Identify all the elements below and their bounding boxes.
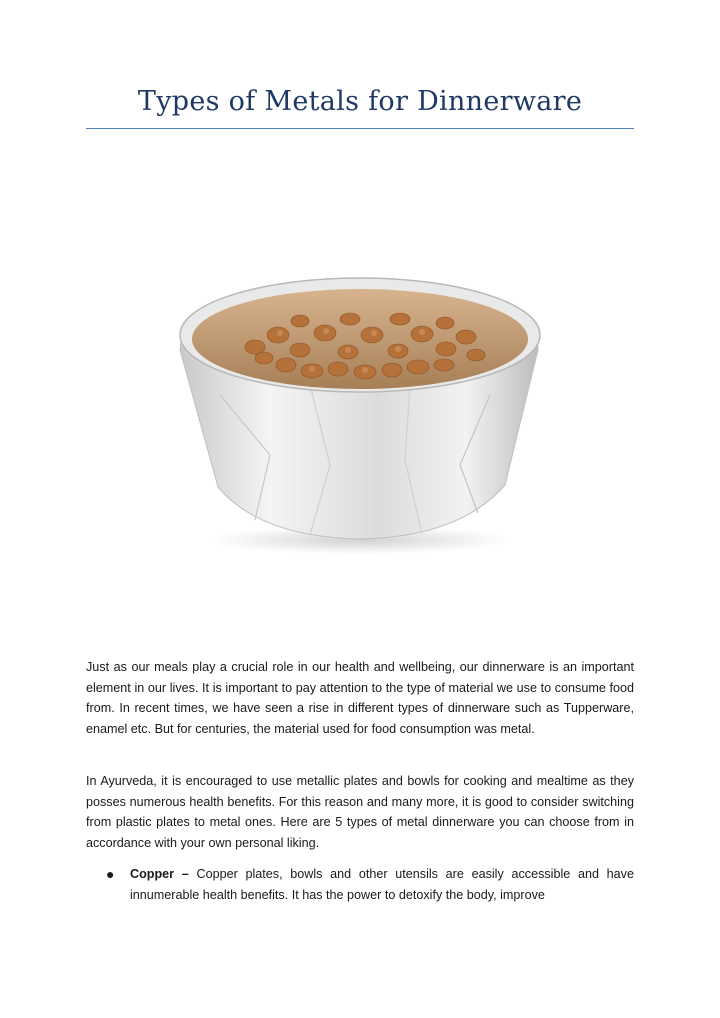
paragraph-ayurveda: In Ayurveda, it is encouraged to use metallic plates and bowls for cooking and mealtime as they posses numerous health benefits. For this reason and many more, it is good to consider switching from plastic plates to metal ones. Here are 5 types of metal dinnerware you can choose from in accordance with your own personal liking. bbox=[86, 774, 634, 850]
metal-types-list bbox=[86, 864, 634, 905]
title-underline bbox=[86, 128, 634, 129]
bullet-term: Copper – bbox=[130, 867, 189, 881]
list-item-copper bbox=[86, 864, 634, 905]
bullet-icon: ● bbox=[106, 866, 115, 882]
bullet-text: Copper plates, bowls and other utensils are easily accessible and have innumerable health benefits. It has the power to detoxify the body, improve bbox=[130, 867, 634, 902]
document-title: Types of Metals for Dinnerware bbox=[137, 86, 583, 117]
paragraph-intro: Just as our meals play a crucial role in our health and wellbeing, our dinnerware is an important element in our lives. It is important to pay attention to the type of material we use to consume food from. In recent times, we have seen a rise in different types of dinnerware such as Tupperware, enamel etc. But for centuries, the material used for food consumption was metal. bbox=[86, 660, 634, 736]
metal-bowl-with-food-icon bbox=[160, 255, 560, 555]
